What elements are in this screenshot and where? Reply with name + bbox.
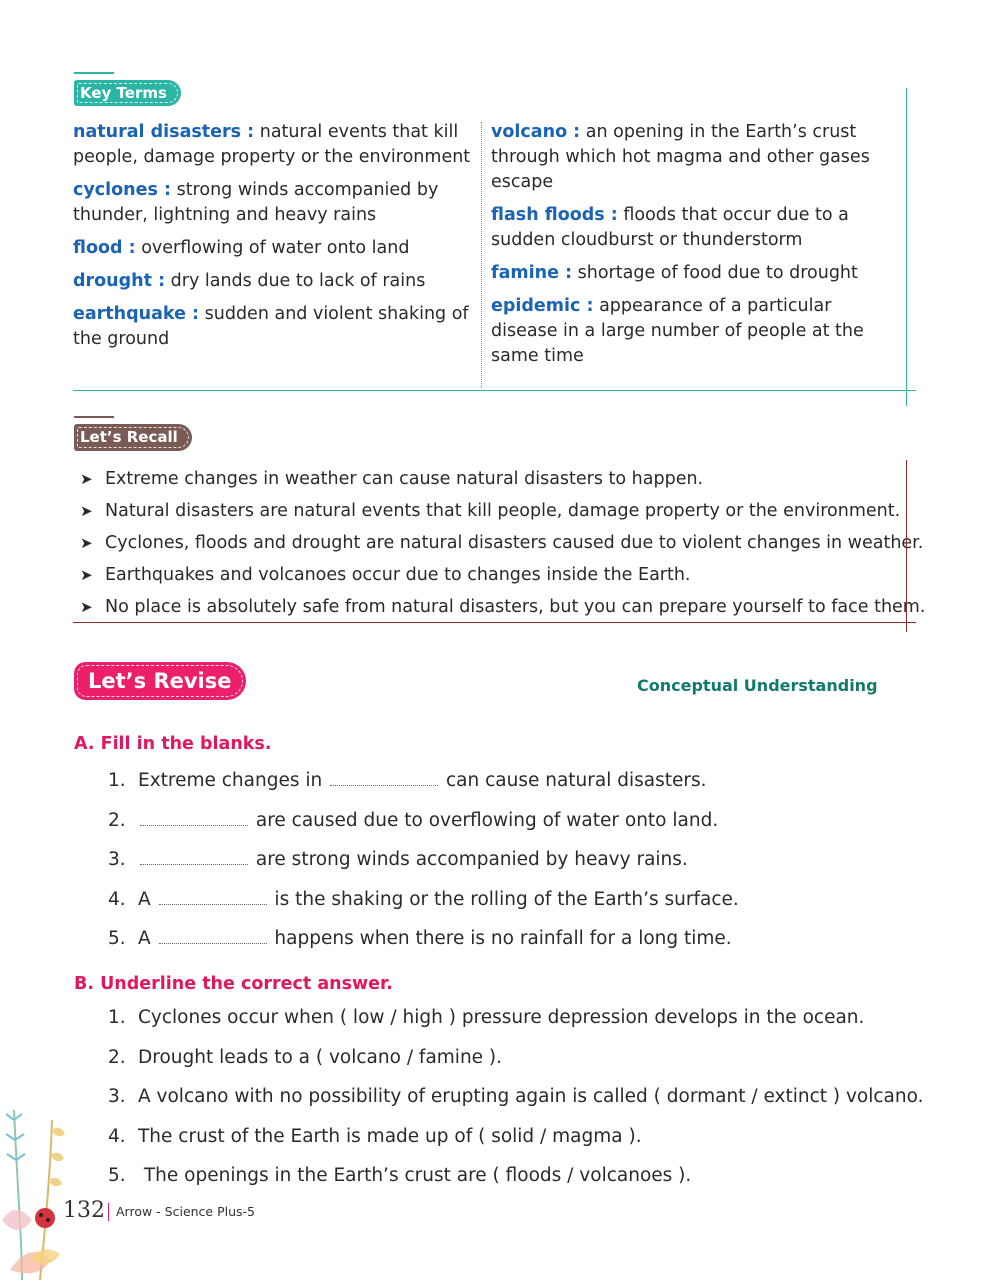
key-terms-column-divider — [481, 122, 482, 388]
arrow-bullet-icon: ➤ — [80, 598, 93, 616]
key-term: epidemic : appearance of a particular disease in a large number of people at the same time — [491, 296, 864, 366]
key-terms-right-column — [491, 120, 896, 377]
question-item: 3. A volcano with no possibility of erupting again is called ( dormant / extinct ) volcano. — [108, 1086, 924, 1107]
page-number: 132 — [63, 1198, 105, 1223]
question-item: 2. are caused due to overflowing of water onto land. — [108, 809, 719, 831]
question-item: 4. A is the shaking or the rolling of the Earth’s surface. — [108, 888, 739, 910]
arrow-bullet-icon: ➤ — [80, 566, 93, 584]
book-title: Arrow - Science Plus-5 — [116, 1204, 256, 1219]
question-item: 3. are strong winds accompanied by heavy rains. — [108, 849, 688, 870]
arrow-bullet-icon: ➤ — [80, 470, 93, 488]
list-item: ➤ Earthquakes and volcanoes occur due to changes inside the Earth. — [80, 559, 910, 591]
fill-blanks-list — [108, 766, 739, 964]
recall-border-bottom — [73, 622, 916, 623]
question-item: 1. Extreme changes in can cause natural disasters. — [108, 770, 707, 791]
question-item: 5. A happens when there is no rainfall for a long time. — [108, 928, 732, 949]
key-terms-heading: Key Terms — [74, 80, 181, 106]
question-item: 1. Cyclones occur when ( low / high ) pressure depression develops in the ocean. — [108, 1007, 865, 1028]
blank-field[interactable] — [140, 810, 248, 826]
recall-list — [80, 463, 926, 623]
key-terms-tab-accent — [74, 72, 114, 74]
revise-heading: Let’s Revise — [74, 662, 246, 700]
key-term: flash floods : floods that occur due to a sudden cloudburst or thunderstorm — [491, 205, 849, 250]
question-item: 4. The crust of the Earth is made up of ( solid / magma ). — [108, 1125, 642, 1147]
list-item: ➤ Natural disasters are natural events that kill people, damage property or the environment. — [80, 495, 910, 527]
key-term: drought : dry lands due to lack of rains — [73, 271, 426, 291]
recall-border-right — [906, 460, 907, 632]
key-term: volcano : an opening in the Earth’s crust through which hot magma and other gases escape — [491, 122, 870, 192]
key-term: cyclones : strong winds accompanied by thunder, lightning and heavy rains — [73, 180, 439, 225]
key-terms-border-right — [906, 88, 907, 406]
arrow-bullet-icon: ➤ — [80, 534, 93, 552]
list-item: ➤ Extreme changes in weather can cause natural disasters to happen. — [80, 463, 910, 495]
blank-field[interactable] — [159, 928, 267, 944]
key-term: natural disasters : natural events that kill people, damage property or the environment — [73, 122, 471, 167]
key-terms-left-column — [73, 120, 475, 360]
blank-field[interactable] — [330, 770, 438, 786]
floral-decoration-icon — [0, 1100, 80, 1280]
key-term: flood : overflowing of water onto land — [73, 238, 410, 258]
conceptual-understanding-tag: Conceptual Understanding — [637, 676, 878, 695]
list-item: ➤ Cyclones, floods and drought are natural disasters caused due to violent changes in weather. — [80, 527, 910, 559]
blank-field[interactable] — [159, 889, 267, 905]
arrow-bullet-icon: ➤ — [80, 502, 93, 520]
section-a-heading: A. Fill in the blanks. — [74, 734, 272, 754]
question-item: 2. Drought leads to a ( volcano / famine ). — [108, 1046, 503, 1068]
question-item: 5. The openings in the Earth’s crust are ( floods / volcanoes ). — [108, 1165, 692, 1186]
key-term: famine : shortage of food due to drought — [491, 263, 858, 283]
underline-answer-list — [108, 1003, 924, 1201]
section-b-heading: B. Underline the correct answer. — [74, 974, 393, 994]
list-item: ➤ No place is absolutely safe from natural disasters, but you can prepare yourself to face them. — [80, 591, 910, 623]
recall-tab-accent — [74, 416, 114, 418]
key-terms-border-bottom — [73, 390, 916, 391]
footer-separator — [108, 1203, 109, 1221]
blank-field[interactable] — [140, 849, 248, 865]
recall-heading: Let’s Recall — [74, 424, 192, 451]
key-term: earthquake : sudden and violent shaking of the ground — [73, 304, 469, 349]
